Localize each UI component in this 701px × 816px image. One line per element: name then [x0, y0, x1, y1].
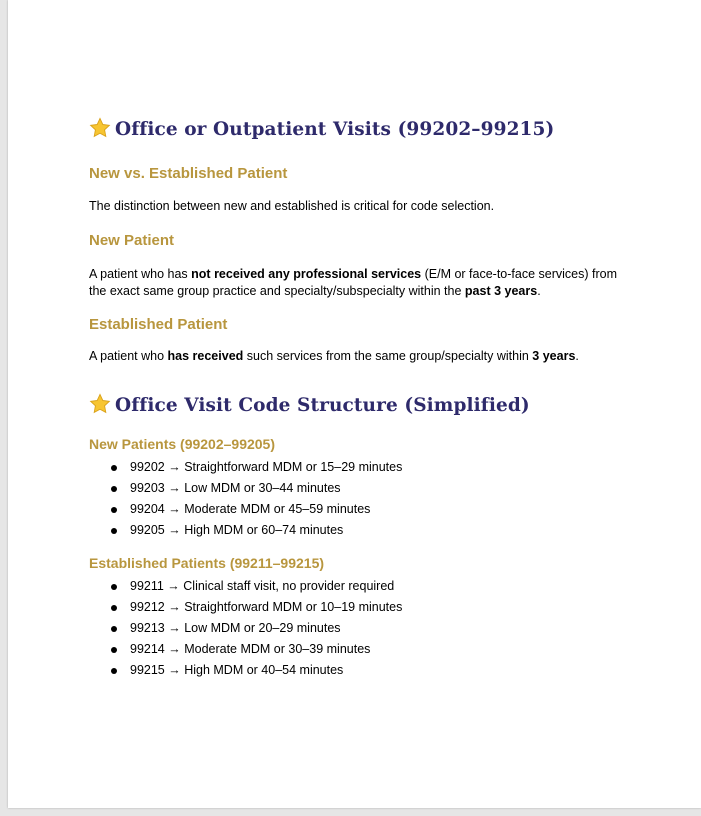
bullet-icon	[111, 668, 117, 674]
section-title-text: Office or Outpatient Visits (99202–99215)	[115, 119, 555, 140]
paragraph-established-patient: A patient who has received such services from the same group/specialty within 3 years.	[89, 349, 579, 363]
bullet-icon	[111, 528, 117, 534]
section-title-office-visits	[89, 117, 554, 140]
list-new-patient-codes	[89, 457, 402, 541]
heading-new-patient: New Patient	[89, 232, 175, 249]
bullet-icon	[111, 507, 117, 513]
bullet-icon	[111, 626, 117, 632]
list-item: 99203 → Low MDM or 30–44 minutes	[89, 478, 402, 499]
star-icon	[89, 117, 111, 139]
heading-new-patients-codes: New Patients (99202–99205)	[89, 436, 275, 452]
list-item: 99211 → Clinical staff visit, no provider required	[89, 576, 402, 597]
bullet-icon	[111, 647, 117, 653]
bullet-icon	[111, 605, 117, 611]
paragraph-new-patient: A patient who has not received any professional services (E/M or face-to-face services) from the exact same group practice and specialty/subspecialty within the past 3 years.	[89, 267, 617, 298]
paragraph-distinction: The distinction between new and established is critical for code selection.	[89, 199, 495, 213]
list-established-patient-codes	[89, 576, 402, 681]
star-icon	[89, 393, 111, 415]
list-item: 99205 → High MDM or 60–74 minutes	[89, 520, 402, 541]
document-page	[8, 0, 701, 808]
list-item: 99215 → High MDM or 40–54 minutes	[89, 660, 402, 681]
bullet-icon	[111, 486, 117, 492]
bullet-icon	[111, 465, 117, 471]
bullet-icon	[111, 584, 117, 590]
list-item: 99214 → Moderate MDM or 30–39 minutes	[89, 639, 402, 660]
list-item: 99212 → Straightforward MDM or 10–19 minutes	[89, 597, 402, 618]
list-item: 99213 → Low MDM or 20–29 minutes	[89, 618, 402, 639]
heading-established-patient: Established Patient	[89, 316, 228, 333]
section-title-code-structure	[89, 393, 530, 416]
list-item: 99202 → Straightforward MDM or 15–29 minutes	[89, 457, 402, 478]
heading-established-patients-codes: Established Patients (99211–99215)	[89, 555, 325, 571]
heading-new-vs-established: New vs. Established Patient	[89, 165, 288, 182]
list-item: 99204 → Moderate MDM or 45–59 minutes	[89, 499, 402, 520]
section-title-text: Office Visit Code Structure (Simplified)	[115, 395, 530, 416]
